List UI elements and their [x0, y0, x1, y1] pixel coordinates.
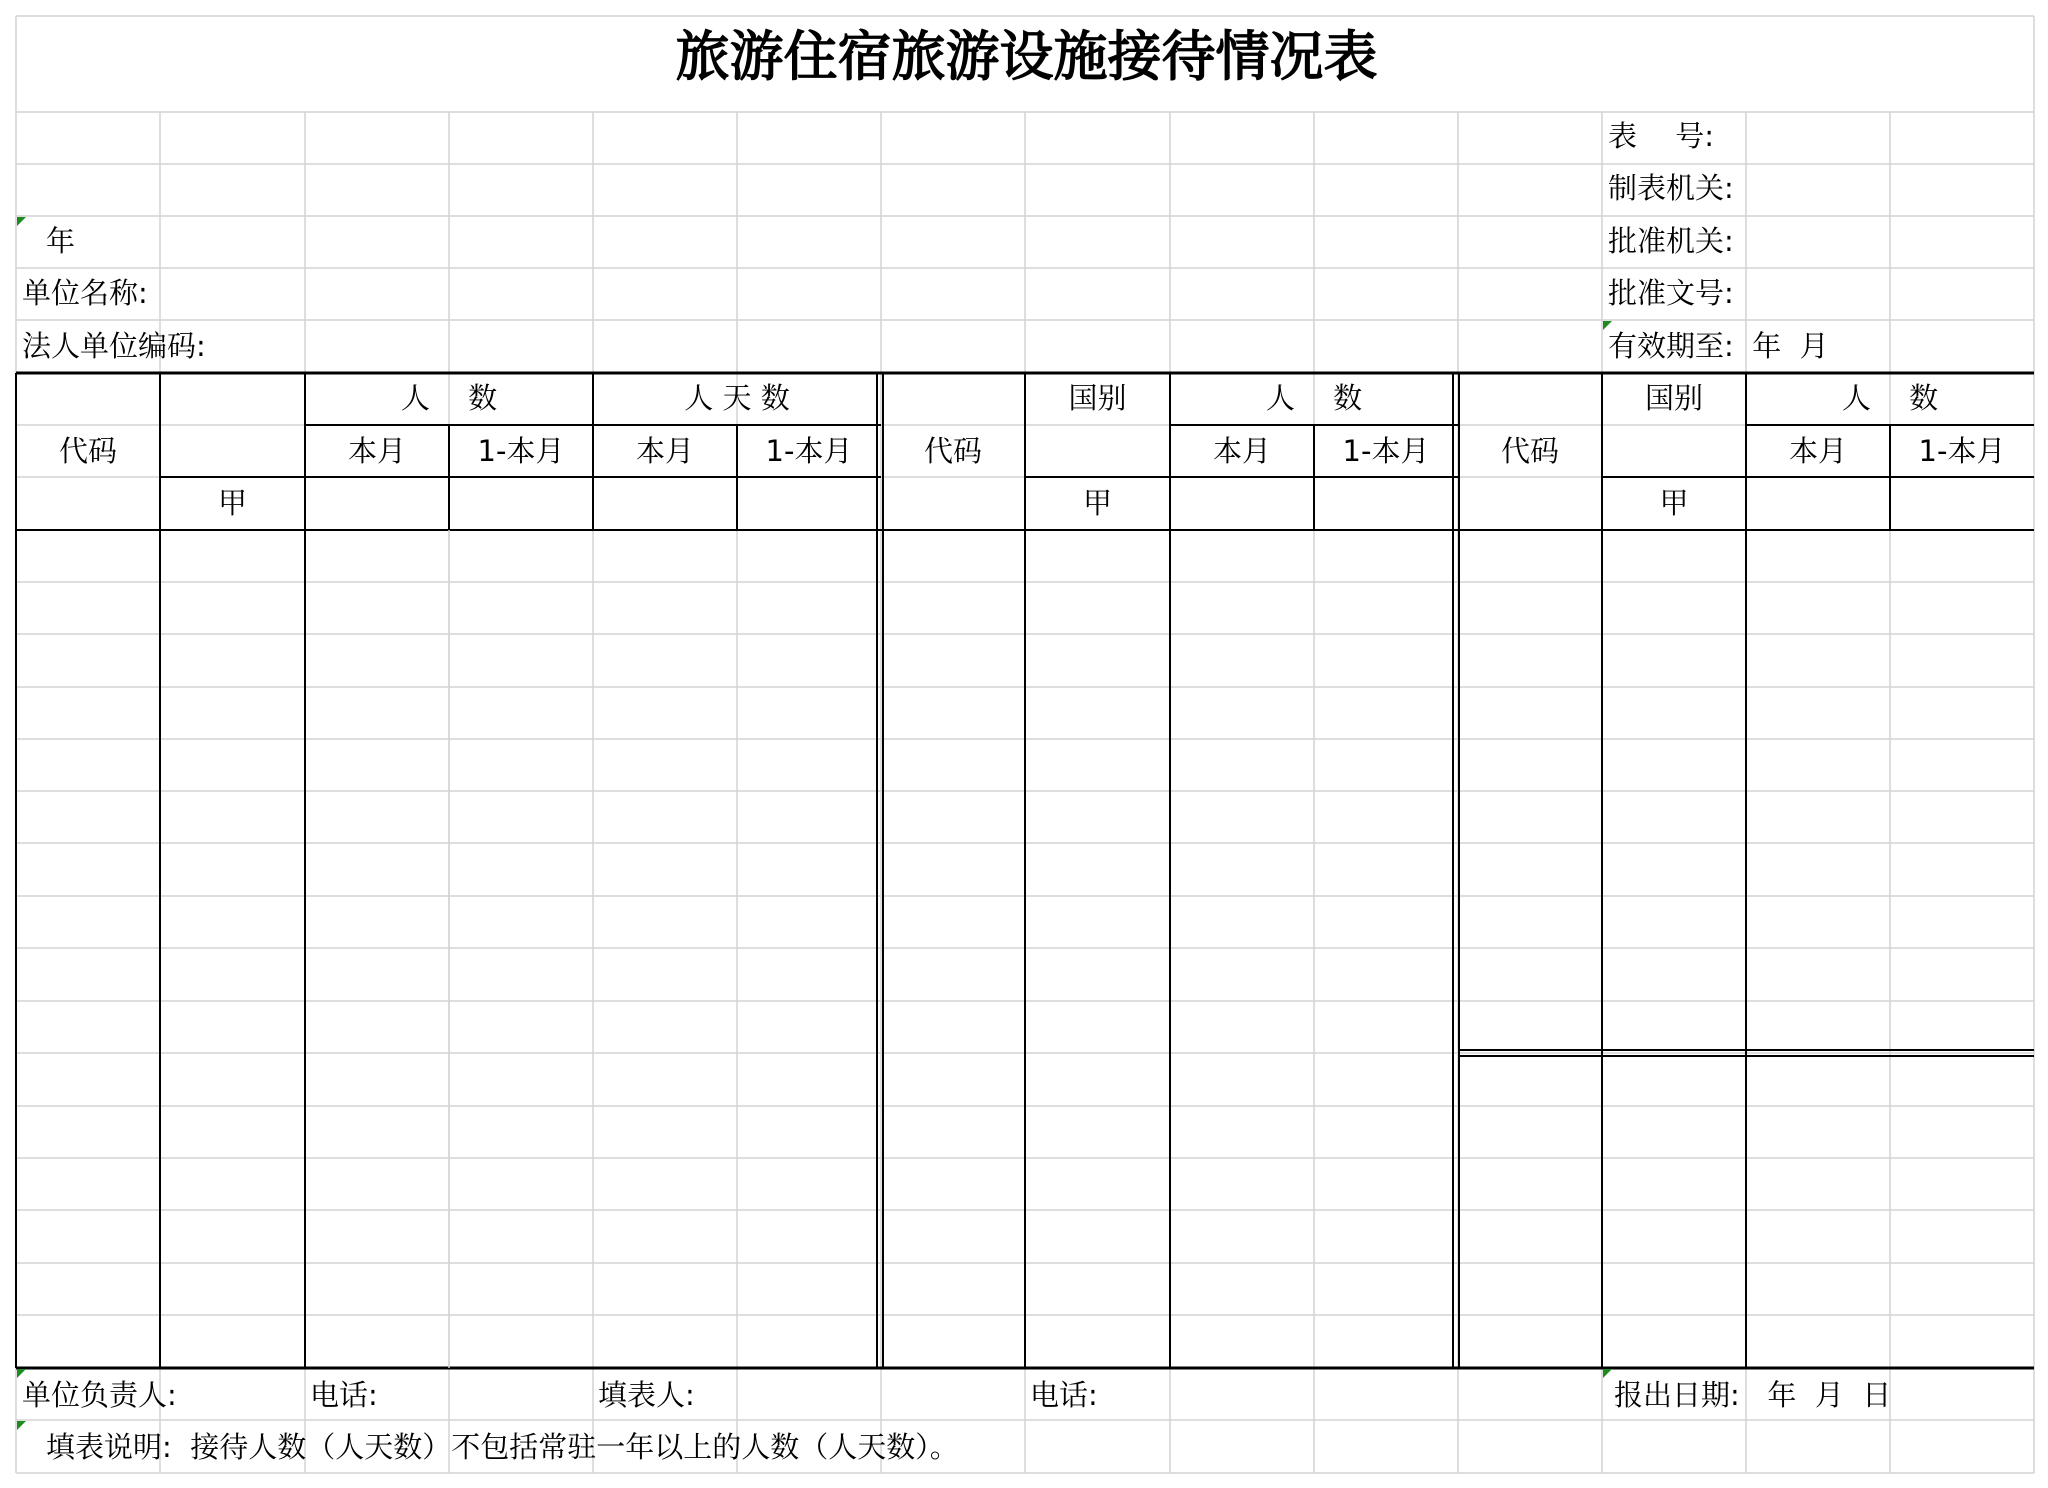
code-header-3: 代码	[1500, 434, 1559, 468]
page-title: 旅游住宿旅游设施接待情况表	[675, 25, 1378, 88]
code-header-1: 代码	[58, 434, 117, 468]
phone-label-2: 电话:	[1030, 1378, 1098, 1412]
cell-marker	[17, 217, 26, 226]
cell-marker	[17, 1421, 26, 1430]
to-month-header-1: 1-本月	[477, 434, 565, 468]
issuer-label: 制表机关:	[1608, 171, 1734, 205]
cell-marker	[1603, 1369, 1612, 1378]
code-header-2: 代码	[923, 434, 982, 468]
legal-unit-code-label: 法人单位编码:	[22, 329, 206, 363]
unit-name-label: 单位名称:	[22, 276, 148, 310]
country-header-2: 国别	[1068, 381, 1127, 415]
phone-label-1: 电话:	[310, 1378, 378, 1412]
to-month-header-3: 1-本月	[1342, 434, 1430, 468]
approver-label: 批准机关:	[1608, 224, 1734, 258]
this-month-header-1: 本月	[347, 434, 406, 468]
fill-instructions-note: 填表说明: 接待人数（人天数）不包括常驻一年以上的人数（人天数）。	[46, 1430, 959, 1464]
this-month-header-4: 本月	[1788, 434, 1847, 468]
persons-header-1: 人 数	[400, 381, 498, 415]
persons-header-2: 人 数	[1265, 381, 1363, 415]
jia-label-3: 甲	[1659, 486, 1689, 520]
this-month-header-3: 本月	[1212, 434, 1271, 468]
jia-label-2: 甲	[1082, 486, 1112, 520]
cell-marker	[17, 1369, 26, 1378]
approval-number-label: 批准文号:	[1608, 276, 1734, 310]
year-label: 年	[46, 224, 76, 258]
this-month-header-2: 本月	[635, 434, 694, 468]
form-filler-label: 填表人:	[598, 1378, 695, 1412]
person-days-header: 人 天 数	[684, 381, 790, 415]
persons-header-3: 人 数	[1841, 381, 1939, 415]
to-month-header-4: 1-本月	[1918, 434, 2006, 468]
jia-label-1: 甲	[217, 486, 247, 520]
form-number-label: 表 号:	[1608, 119, 1714, 153]
report-date-label: 报出日期: 年 月 日	[1614, 1378, 1892, 1412]
to-month-header-2: 1-本月	[765, 434, 853, 468]
country-header-3: 国别	[1644, 381, 1703, 415]
unit-head-label: 单位负责人:	[22, 1378, 177, 1412]
valid-until-label: 有效期至: 年 月	[1608, 329, 1829, 363]
